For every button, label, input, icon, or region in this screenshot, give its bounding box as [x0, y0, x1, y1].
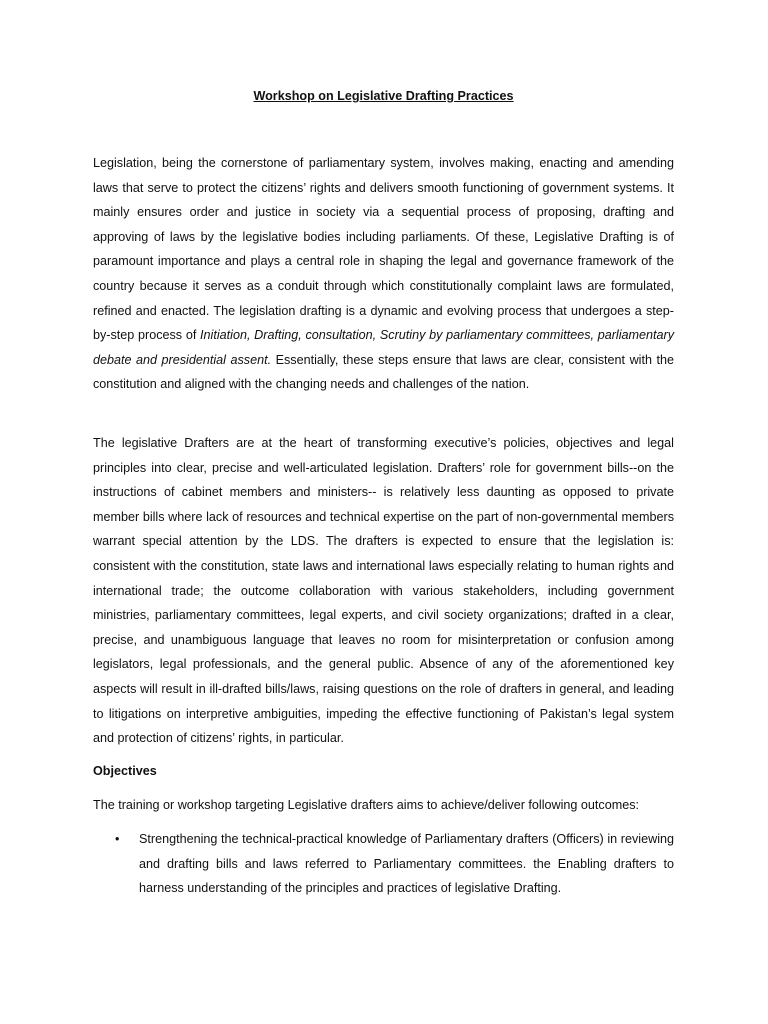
intro-paragraph-text-1: Legislation, being the cornerstone of parliamentary system, involves making, enacting and amending laws that serve to protect the citizens’ rights and delivers smooth functioning of government systems. It mainly ensures order and justice in society via a sequential process of proposing, drafting and approving of laws by the legislative bodies including parliaments. Of these, Legislative Drafting is of paramount importance and plays a central role in shaping the legal and governance framework of the country because it serves as a conduit through which constitutionally complaint laws are formulated, refined and enacted. The legislation drafting is a dynamic and evolving process that undergoes a step-by-step process of	[93, 156, 674, 343]
intro-paragraph	[93, 151, 674, 397]
document-page	[93, 0, 674, 1024]
list-item	[93, 827, 674, 901]
list-item-text: Strengthening the technical-practical knowledge of Parliamentary drafters (Officers) in reviewing and drafting bills and laws referred to Parliamentary committees. the Enabling drafters to harness understanding of the principles and practices of legislative Drafting.	[139, 832, 674, 896]
objectives-heading: Objectives	[93, 764, 157, 778]
drafting-steps-italic: Initiation, Drafting, consultation, Scrutiny by parliamentary committees, parliamentary debate and presidential assent.	[93, 328, 675, 367]
drafters-paragraph: The legislative Drafters are at the heart of transforming executive’s policies, objectives and legal principles into clear, precise and well-articulated legislation. Drafters’ role for government bills--on the instructions of cabinet members and ministers-- is relatively less daunting as opposed to private member bills where lack of resources and technical expertise on the part of non-governmental members warrant special attention by the LDS. The drafters is expected to ensure that the legislation is: consistent with the constitution, state laws and international laws especially relating to human rights and international trade; the outcome collaboration with various stakeholders, including government ministries, parliamentary committees, legal experts, and civil society organizations; drafted in a clear, precise, and unambiguous language that leaves no room for misinterpretation or confusion among legislators, legal professionals, and the general public. Absence of any of the aforementioned key aspects will result in ill-drafted bills/laws, raising questions on the role of drafters in general, and leading to litigations on interpretive ambiguities, impeding the effective functioning of Pakistan’s legal system and protection of citizens’ rights, in particular.	[93, 436, 674, 746]
bullet-marker: •	[115, 832, 120, 846]
objectives-intro: The training or workshop targeting Legislative drafters aims to achieve/deliver following outcomes:	[93, 798, 640, 812]
objectives-list	[93, 827, 674, 901]
intro-paragraph-text-2: Essentially, these steps ensure that laws are clear, consistent with the constitution and aligned with the changing needs and challenges of the nation.	[93, 352, 674, 392]
document-title: Workshop on Legislative Drafting Practices	[253, 89, 514, 103]
